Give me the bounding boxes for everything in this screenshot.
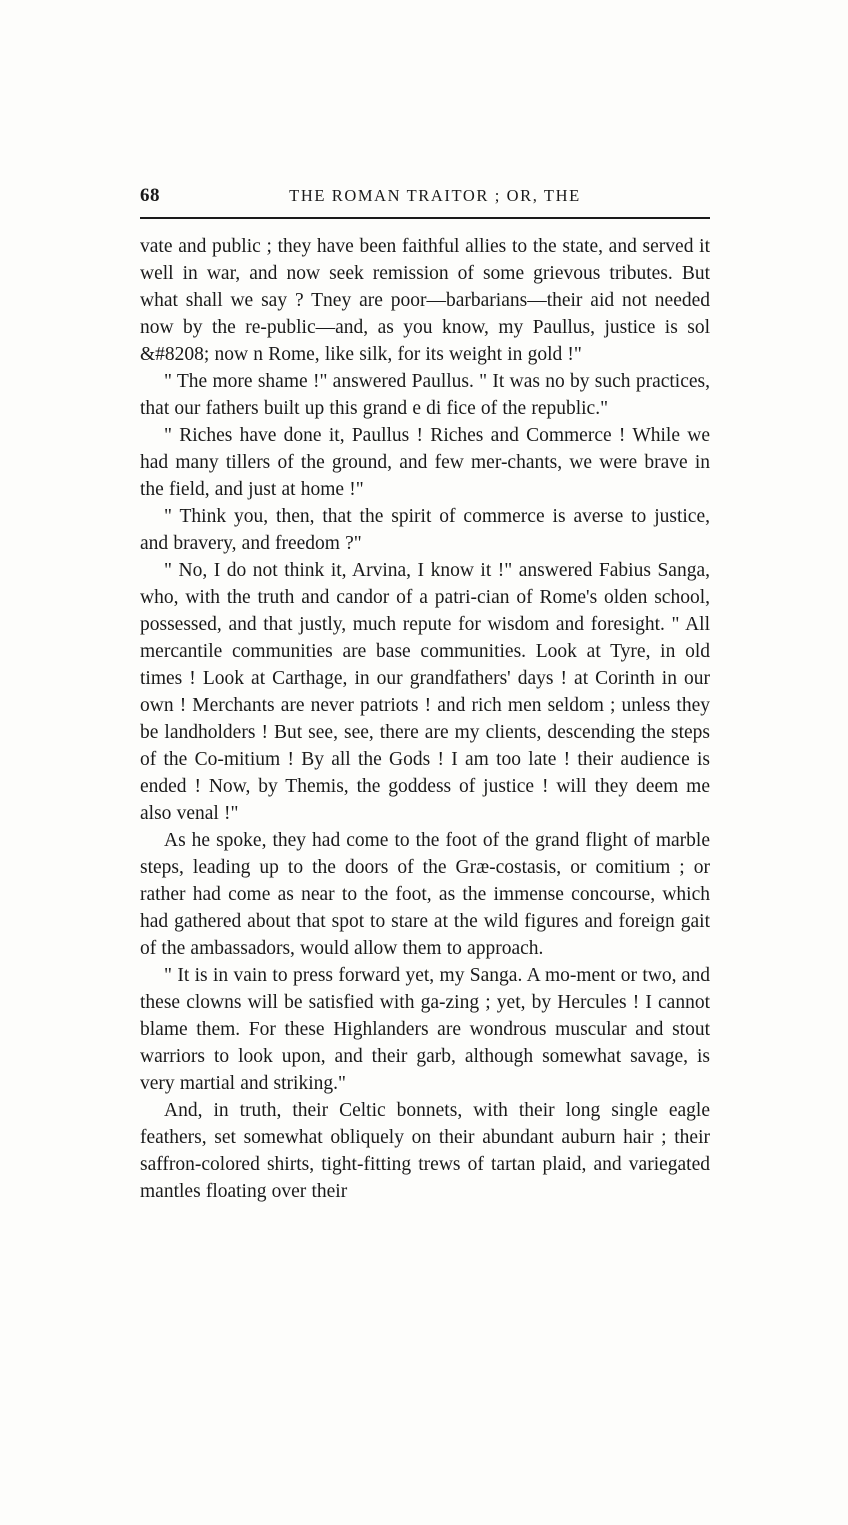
page-content	[140, 185, 710, 1205]
paragraph: " Think you, then, that the spirit of commerce is averse to justice, and bravery, and freedom ?"	[140, 506, 710, 554]
paragraph: " It is in vain to press forward yet, my Sanga. A mo-ment or two, and these clowns will be satisfied with ga-zing ; yet, by Hercules ! I cannot blame them. For these Highlanders are wondrous muscular and stout warriors to look upon, and their garb, although somewhat savage, is very martial and striking."	[140, 965, 710, 1094]
paragraph: " No, I do not think it, Arvina, I know it !" answered Fabius Sanga, who, with the truth and candor of a patri-cian of Rome's olden school, possessed, and that justly, much repute for wisdom and foresight. " All mercantile communities are base communities. Look at Tyre, in old times ! Look at Carthage, in our grandfathers' days ! at Corinth in our own ! Merchants are never patriots ! and rich men seldom ; unless they be landholders ! But see, see, there are my clients, descending the steps of the Co-mitium ! By all the Gods ! I am too late ! their audience is ended ! Now, by Themis, the goddess of justice ! will they deem me also venal !"	[140, 560, 710, 824]
page-number: 68	[140, 185, 160, 206]
paragraph: As he spoke, they had come to the foot of the grand flight of marble steps, leading up to the doors of the Græ-costasis, or comitium ; or rather had come as near to the foot, as the immense concourse, which had gathered about that spot to stare at the wild figures and foreign gait of the ambassadors, would allow them to approach.	[140, 830, 710, 959]
header-rule	[140, 217, 710, 219]
paragraph: And, in truth, their Celtic bonnets, with their long single eagle feathers, set somewhat obliquely on their abundant auburn hair ; their saffron-colored shirts, tight-fitting trews of tartan plaid, and variegated mantles floating over their	[140, 1100, 710, 1202]
body-text	[140, 233, 710, 1205]
running-head: THE ROMAN TRAITOR ; OR, THE	[289, 186, 581, 205]
page-header	[140, 185, 710, 207]
paragraph: " The more shame !" answered Paullus. " It was no by such practices, that our fathers built up this grand e di fice of the republic."	[140, 371, 710, 419]
paragraph: vate and public ; they have been faithful allies to the state, and served it well in war, and now seek remission of some grievous tributes. But what shall we say ? Tney are poor—barbarians—their aid not needed now by the re-public—and, as you know, my Paullus, justice is sol &#8208; now n Rome, like silk, for its weight in gold !"	[140, 236, 710, 365]
paragraph: " Riches have done it, Paullus ! Riches and Commerce ! While we had many tillers of the ground, and few mer-chants, we were brave in the field, and just at home !"	[140, 425, 710, 500]
